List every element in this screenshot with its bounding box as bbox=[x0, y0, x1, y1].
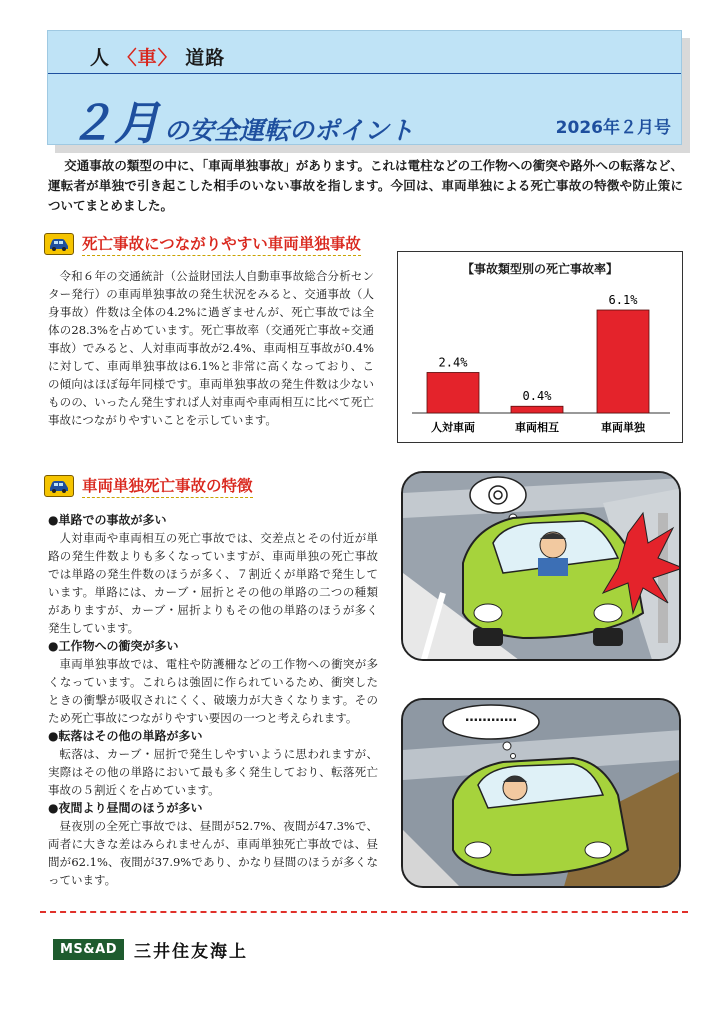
chart-plot bbox=[398, 252, 684, 444]
crash-illustration bbox=[401, 471, 681, 661]
item-heading: ●転落はその他の単路が多い bbox=[48, 729, 203, 743]
title-rest: の安全運転のポイント bbox=[164, 116, 415, 145]
distracted-driver-illustration bbox=[401, 698, 681, 888]
item-heading: ●単路での事故が多い bbox=[48, 513, 167, 527]
tagline bbox=[90, 43, 225, 70]
page-title bbox=[68, 87, 414, 153]
header-box bbox=[47, 30, 682, 150]
logo-name: 三井住友海上 bbox=[134, 942, 248, 962]
intro-paragraph: 交通事故の類型の中に、「車両単独事故」があります。これは電柱などの工作物への衝突や路外への転落など、運転者が単独で引き起こした相手のいない事故を指します。今回は、車両単独による死亡事故の特徴や防止策についてまとめました。 bbox=[48, 158, 683, 213]
item-text: 人対車両や車両相互の死亡事故では、交差点とその付近が単路の発生件数よりも多くなっていますが、車両単独の死亡事故では単路の発生件数のほうが多く、７割近くが単路で発生しています。単路には、カーブ・屈折とその他の単路の二つの種類がありますが、カーブ・屈折よりもその他の単路のほうが多く発生しています。 bbox=[48, 531, 378, 635]
section2-heading bbox=[44, 474, 253, 498]
chart-data-label: 0.4% bbox=[522, 389, 552, 404]
chart-title: 【事故類型別の死亡事故率】 bbox=[461, 262, 618, 276]
chart-category-label: 人対車両 bbox=[431, 421, 475, 434]
car-icon bbox=[44, 475, 74, 497]
page-header bbox=[47, 30, 682, 150]
chart-bar bbox=[427, 372, 479, 413]
title-month: ２月 bbox=[68, 96, 160, 150]
company-logo bbox=[53, 937, 248, 962]
footer-divider bbox=[40, 911, 688, 913]
fatality-rate-chart bbox=[397, 251, 683, 443]
section2-title: 車両単独死亡事故の特徴 bbox=[82, 474, 253, 498]
section1-paragraph: 令和６年の交通統計（公益財団法人自動車事故総合分析センター発行）の車両単独事故の発生状況をみると、交通事故（人身事故）件数は全体の4.2%に過ぎませんが、死亡事故では全体の28.3%を占めています。死亡事故率（交通死亡事故÷交通事故）でみると、人対車両事故が2.4%、車両相互事故が0.4%に対して、車両単独事故は6.1%と非常に高くなっており、この傾向はほぼ毎年同様です。車両単独事故の発生件数は少ないものの、いったん発生すれば人対車両や車両相互に比べて死亡事故につながりやすいことを示しています。 bbox=[48, 269, 374, 427]
tagline-car: 〈車〉 bbox=[117, 47, 178, 69]
tagline-road: 道路 bbox=[185, 47, 226, 69]
logo-badge: MS&AD bbox=[53, 939, 124, 960]
chart-data-label: 2.4% bbox=[438, 355, 468, 370]
chart-data-label: 6.1% bbox=[608, 293, 638, 307]
chart-bar bbox=[597, 310, 649, 413]
chart-bar bbox=[511, 406, 563, 413]
item-text: 転落は、カーブ・屈折で発生しやすいように思われますが、実際はその他の単路において最も多く発生しており、転落死亡事故の５割近くを占めています。 bbox=[48, 747, 378, 797]
issue-date: 2026年２月号 bbox=[555, 118, 671, 138]
item-heading: ●夜間より昼間のほうが多い bbox=[48, 801, 203, 815]
section2-body bbox=[48, 511, 378, 889]
section1-body bbox=[48, 267, 374, 429]
header-divider bbox=[48, 73, 681, 74]
car-icon bbox=[44, 233, 74, 255]
chart-category-label: 車両単独 bbox=[601, 421, 645, 434]
chart-category-label: 車両相互 bbox=[515, 421, 559, 434]
thought-bubble-text: ………… bbox=[465, 710, 517, 725]
item-heading: ●工作物への衝突が多い bbox=[48, 639, 179, 653]
section1-title: 死亡事故につながりやすい車両単独事故 bbox=[82, 232, 361, 256]
section1-heading bbox=[44, 232, 361, 256]
item-text: 昼夜別の全死亡事故では、昼間が52.7%、夜間が47.3%で、両者に大きな差はみられませんが、車両単独死亡事故では、昼間が62.1%、夜間が37.9%であり、かなり昼間のほうが多くなっています。 bbox=[48, 819, 378, 887]
item-text: 車両単独事故では、電柱や防護柵などの工作物への衝突が多くなっています。これらは強固に作られているため、衝突したときの衝撃が吸収されにくく、破壊力が大きくなります。そのため死亡事故につながりやすい要因の一つと考えられます。 bbox=[48, 657, 378, 725]
tagline-person: 人 bbox=[90, 47, 111, 69]
